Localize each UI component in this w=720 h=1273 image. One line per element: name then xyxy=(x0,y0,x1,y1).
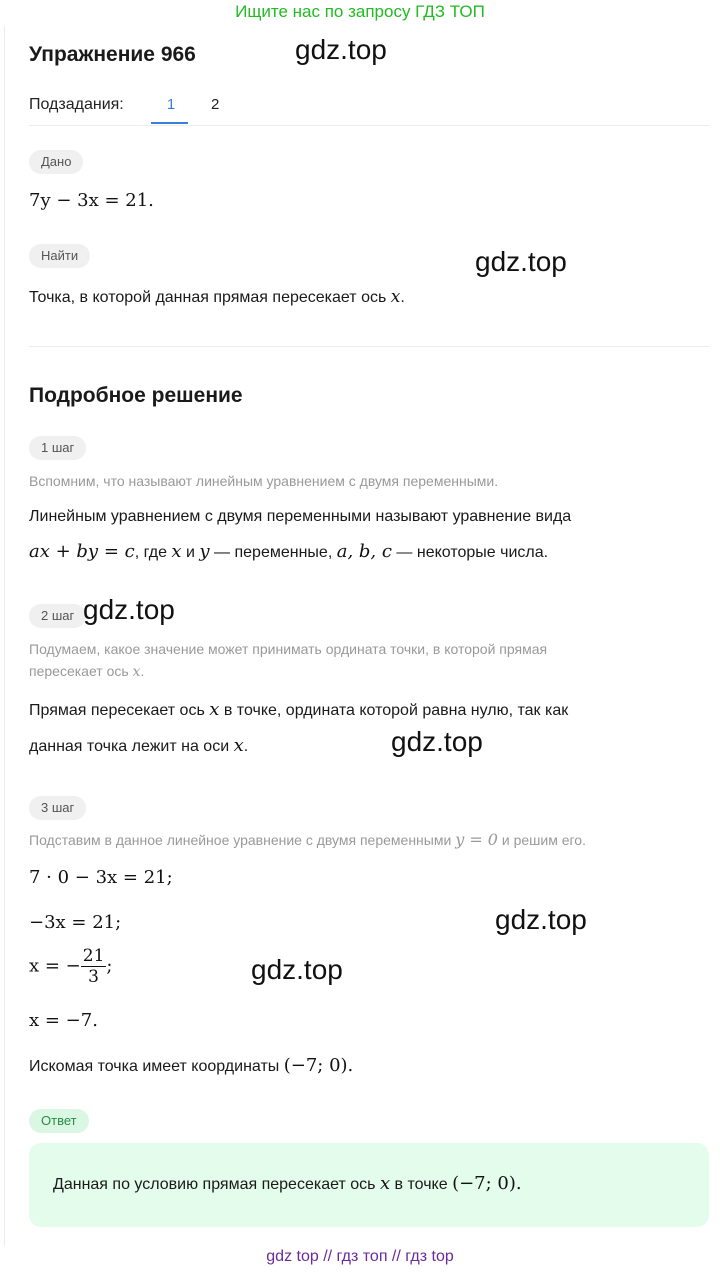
exercise-card xyxy=(4,26,720,1246)
step3-chip: 3 шаг xyxy=(29,796,86,820)
answer-chip: Ответ xyxy=(29,1109,89,1133)
watermark: gdz.top xyxy=(295,34,387,65)
watermark: gdz.top xyxy=(391,726,483,757)
step2-text-line1: Прямая пересекает ось x в точке, ордината которой равна нулю, так как xyxy=(29,699,569,720)
subtasks-label: Подзадания: xyxy=(29,96,124,113)
step2-chip: 2 шаг xyxy=(29,604,86,628)
divider xyxy=(29,346,709,347)
divider xyxy=(29,125,709,126)
fraction: $\frac{21}{3}$ xyxy=(82,946,105,987)
given-equation: 7y − 3x = 21. xyxy=(29,190,154,211)
answer-text: Данная по условию прямая пересекает ось x в точке (−7; 0). xyxy=(53,1173,522,1194)
step3-line1: 7 · 0 − 3x = 21; xyxy=(29,867,173,888)
watermark: gdz.top xyxy=(475,246,567,277)
step3-line4: x = −7. xyxy=(29,1010,98,1031)
footer-links[interactable]: gdz top // гдз топ // гдз top xyxy=(266,1248,454,1265)
step3-line2: −3x = 21; xyxy=(29,912,122,933)
step3-hint: Подставим в данное линейное уравнение с двумя переменными y = 0 и решим его. xyxy=(29,830,586,849)
step3-line3: x = − $\frac{21}{3}$ ; xyxy=(29,946,113,987)
tab-subtask-2[interactable]: 2 xyxy=(211,96,220,113)
watermark: gdz.top xyxy=(83,594,175,625)
active-tab-indicator xyxy=(151,122,188,124)
given-chip: Дано xyxy=(29,150,83,174)
exercise-title: Упражнение 966 xyxy=(29,43,196,66)
step1-hint: Вспомним, что называют линейным уравнением с двумя переменными. xyxy=(29,473,499,489)
find-text: Точка, в которой данная прямая пересекает ось x. xyxy=(29,287,405,307)
step1-chip: 1 шаг xyxy=(29,436,86,460)
solution-title: Подробное решение xyxy=(29,384,243,407)
step1-text: Линейным уравнением с двумя переменными называют уравнение вида xyxy=(29,508,572,525)
search-banner: Ищите нас по запросу ГДЗ ТОП xyxy=(235,2,485,21)
watermark: gdz.top xyxy=(251,954,343,985)
answer-box xyxy=(29,1143,709,1227)
step2-text-line2: данная точка лежит на оси x. xyxy=(29,735,249,756)
watermark: gdz.top xyxy=(495,904,587,935)
step3-conclusion: Искомая точка имеет координаты (−7; 0). xyxy=(29,1055,354,1076)
step2-hint: Подумаем, какое значение может принимать ордината точки, в которой прямая пересекает ось x. xyxy=(29,641,548,680)
find-chip: Найти xyxy=(29,244,90,268)
step1-formula-line: ax + by = c, где x и y — переменные, a, b, c — некоторые числа. xyxy=(29,541,549,562)
tab-subtask-1[interactable]: 1 xyxy=(166,96,176,113)
